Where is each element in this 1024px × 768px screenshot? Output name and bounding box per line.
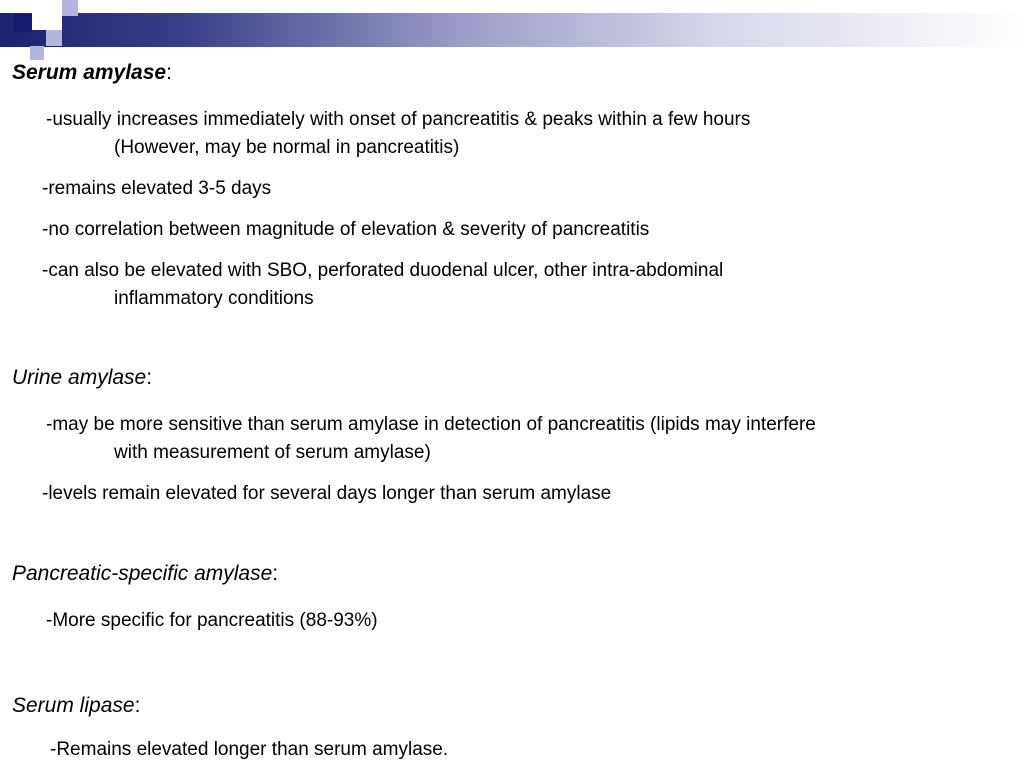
bullet-text: -can also be elevated with SBO, perforated duodenal ulcer, other intra-abdominal bbox=[42, 260, 724, 281]
section-colon: : bbox=[272, 562, 279, 585]
decor-square-navy bbox=[14, 14, 32, 32]
section-colon: : bbox=[146, 366, 153, 389]
decor-square-lavender bbox=[30, 46, 44, 60]
section-heading-serum-lipase bbox=[12, 694, 140, 718]
decor-square-lavender bbox=[62, 0, 78, 16]
bullet-continuation: inflammatory conditions bbox=[114, 288, 314, 309]
section-colon: : bbox=[134, 694, 141, 717]
bullet-item bbox=[46, 106, 1006, 162]
section-heading-pancreatic-specific-amylase bbox=[12, 562, 278, 586]
bullet-item bbox=[42, 175, 1002, 203]
section-title: Serum amylase bbox=[12, 61, 167, 84]
section-title: Serum lipase bbox=[12, 694, 135, 717]
bullet-item bbox=[42, 480, 1002, 508]
bullet-item bbox=[42, 216, 1002, 244]
bullet-continuation: with measurement of serum amylase) bbox=[114, 442, 431, 463]
bullet-text: -may be more sensitive than serum amylase in detection of pancreatitis (lipids may interfere bbox=[46, 414, 816, 435]
section-title: Urine amylase bbox=[12, 366, 147, 389]
bullet-item bbox=[46, 411, 1006, 467]
section-heading-serum-amylase bbox=[12, 61, 172, 85]
section-title: Pancreatic-specific amylase bbox=[12, 562, 273, 585]
bullet-continuation: (However, may be normal in pancreatitis) bbox=[114, 137, 460, 158]
header-gradient-bar bbox=[0, 13, 1024, 47]
bullet-text: -levels remain elevated for several days longer than serum amylase bbox=[42, 483, 612, 504]
decor-square-white bbox=[32, 0, 62, 30]
bullet-item bbox=[46, 607, 1006, 635]
bullet-item bbox=[50, 736, 1010, 764]
bullet-item bbox=[42, 257, 1002, 313]
section-heading-urine-amylase bbox=[12, 366, 152, 390]
bullet-text: -usually increases immediately with onset of pancreatitis & peaks within a few hours bbox=[46, 109, 751, 130]
bullet-text: -More specific for pancreatitis (88-93%) bbox=[46, 610, 378, 631]
decor-square-lavender bbox=[46, 30, 62, 46]
section-colon: : bbox=[166, 61, 172, 84]
bullet-text: -no correlation between magnitude of elevation & severity of pancreatitis bbox=[42, 219, 650, 240]
bullet-text: -Remains elevated longer than serum amylase. bbox=[50, 739, 449, 760]
bullet-text: -remains elevated 3-5 days bbox=[42, 178, 272, 199]
